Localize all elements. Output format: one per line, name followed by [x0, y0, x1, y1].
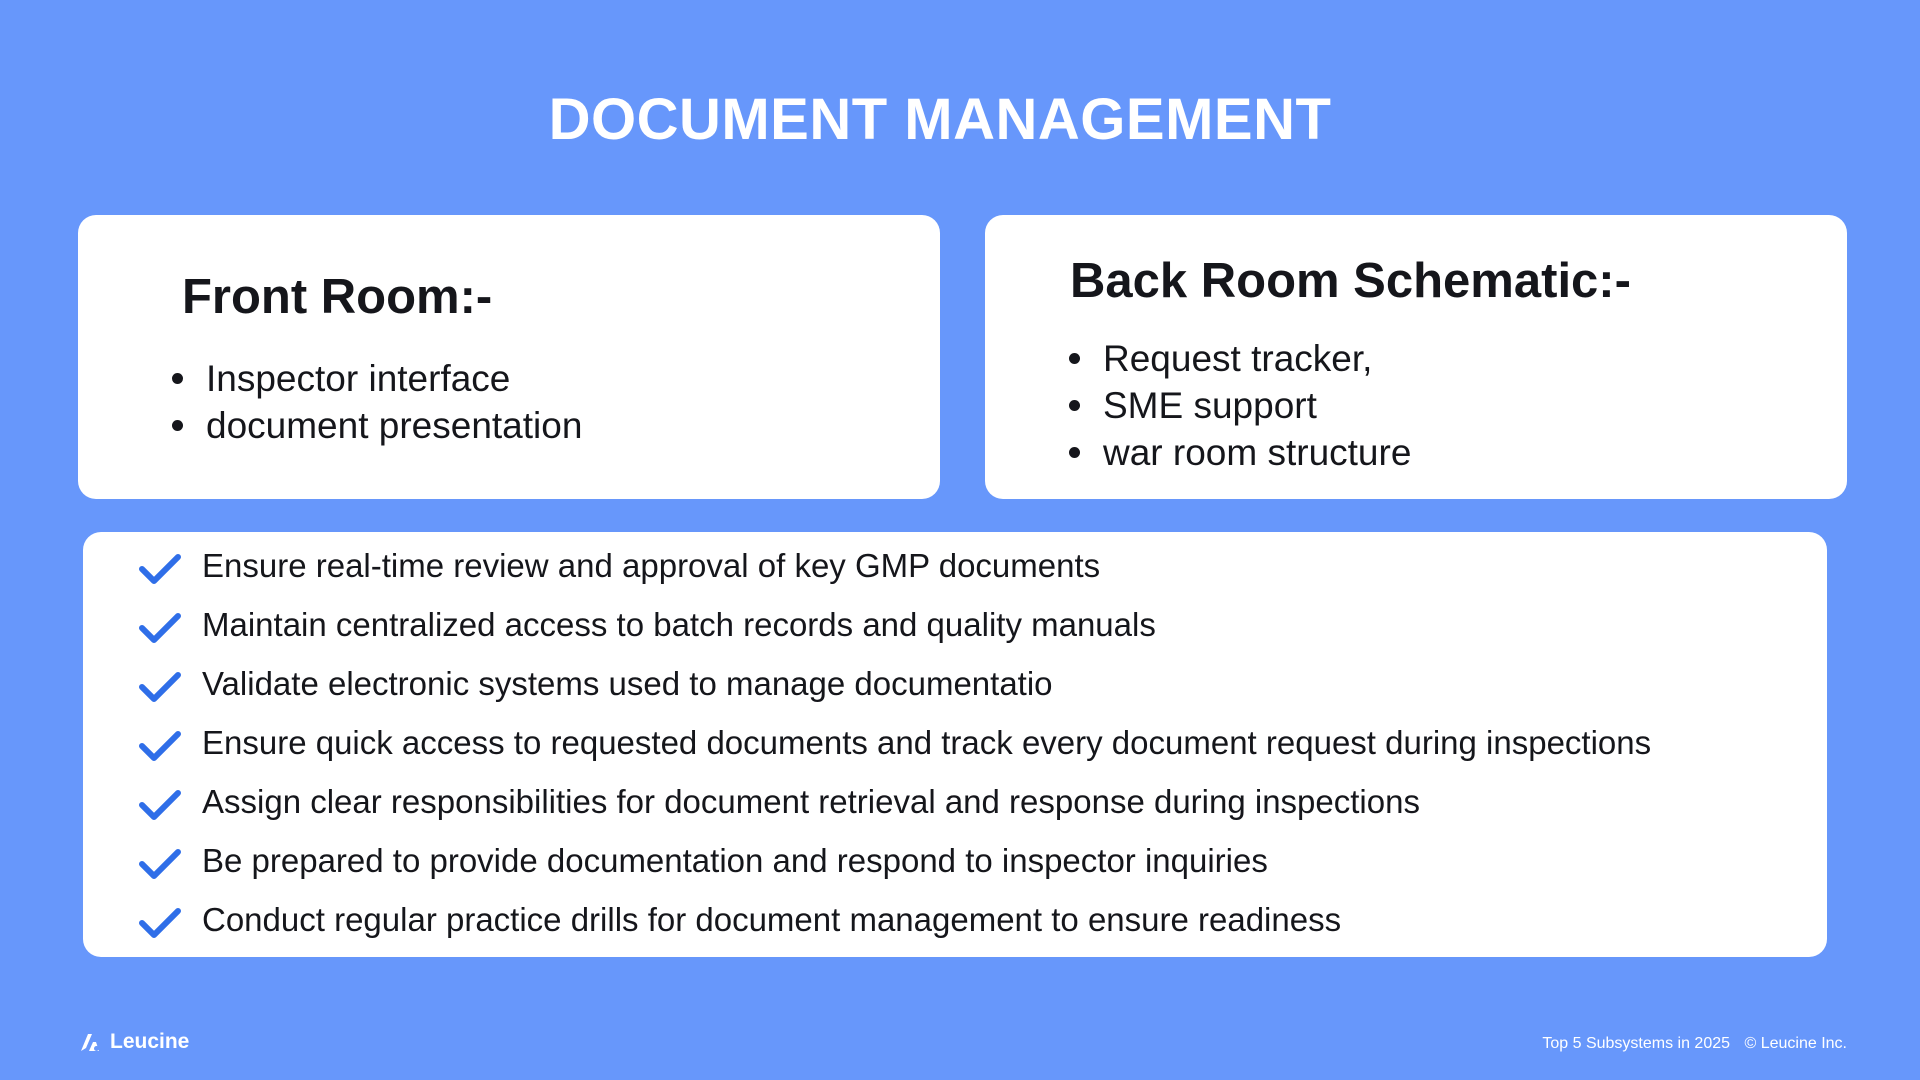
checklist-item: [138, 782, 1651, 841]
list-item-label: document presentation: [206, 405, 583, 446]
checklist-item-label: Ensure quick access to requested documents and track every document request during inspections: [202, 724, 1652, 761]
list-item-label: SME support: [1103, 385, 1317, 426]
list-item: [1065, 382, 1411, 429]
checklist-item-label: Conduct regular practice drills for document management to ensure readiness: [202, 901, 1342, 938]
leucine-logo-icon: [78, 1030, 102, 1054]
footer-copyright: © Leucine Inc.: [1744, 1035, 1847, 1052]
check-icon: [138, 847, 182, 881]
bullet-icon: [172, 373, 183, 384]
checklist-item: [138, 900, 1651, 959]
front-room-card: [78, 215, 940, 499]
checklist-item-label: Maintain centralized access to batch records and quality manuals: [202, 606, 1156, 643]
checklist-item-label: Assign clear responsibilities for document retrieval and response during inspections: [202, 783, 1420, 820]
checklist-card: [83, 532, 1827, 957]
front-room-list: [168, 355, 582, 449]
list-item-label: Inspector interface: [206, 358, 511, 399]
check-icon: [138, 552, 182, 586]
checklist-item: [138, 723, 1651, 782]
checklist-item: [138, 841, 1651, 900]
check-icon: [138, 906, 182, 940]
back-room-list: [1065, 335, 1411, 476]
bullet-icon: [172, 420, 183, 431]
list-item-label: Request tracker,: [1103, 338, 1373, 379]
list-item: [168, 355, 582, 402]
page-title: DOCUMENT MANAGEMENT: [548, 87, 1332, 152]
checklist-item: [138, 664, 1651, 723]
list-item: [1065, 429, 1411, 476]
brand-name: Leucine: [110, 1030, 190, 1053]
list-item: [1065, 335, 1411, 382]
check-icon: [138, 611, 182, 645]
check-icon: [138, 729, 182, 763]
check-icon: [138, 788, 182, 822]
bullet-icon: [1069, 353, 1080, 364]
list-item-label: war room structure: [1103, 432, 1412, 473]
footer-info: [1542, 1035, 1847, 1053]
checklist-item-label: Ensure real-time review and approval of key GMP documents: [202, 547, 1101, 584]
checklist-item-label: Be prepared to provide documentation and respond to inspector inquiries: [202, 842, 1268, 879]
footer-series: Top 5 Subsystems in 2025: [1542, 1035, 1731, 1052]
front-room-heading: Front Room:-: [182, 270, 493, 324]
back-room-card: [985, 215, 1847, 499]
bullet-icon: [1069, 447, 1080, 458]
checklist-item-label: Validate electronic systems used to manage documentatio: [202, 665, 1053, 702]
checklist-item: [138, 605, 1651, 664]
back-room-heading: Back Room Schematic:-: [1070, 254, 1631, 308]
checklist-item: [138, 546, 1651, 605]
checklist: [138, 546, 1651, 959]
list-item: [168, 402, 582, 449]
brand-logo: [78, 1030, 189, 1054]
bullet-icon: [1069, 400, 1080, 411]
check-icon: [138, 670, 182, 704]
